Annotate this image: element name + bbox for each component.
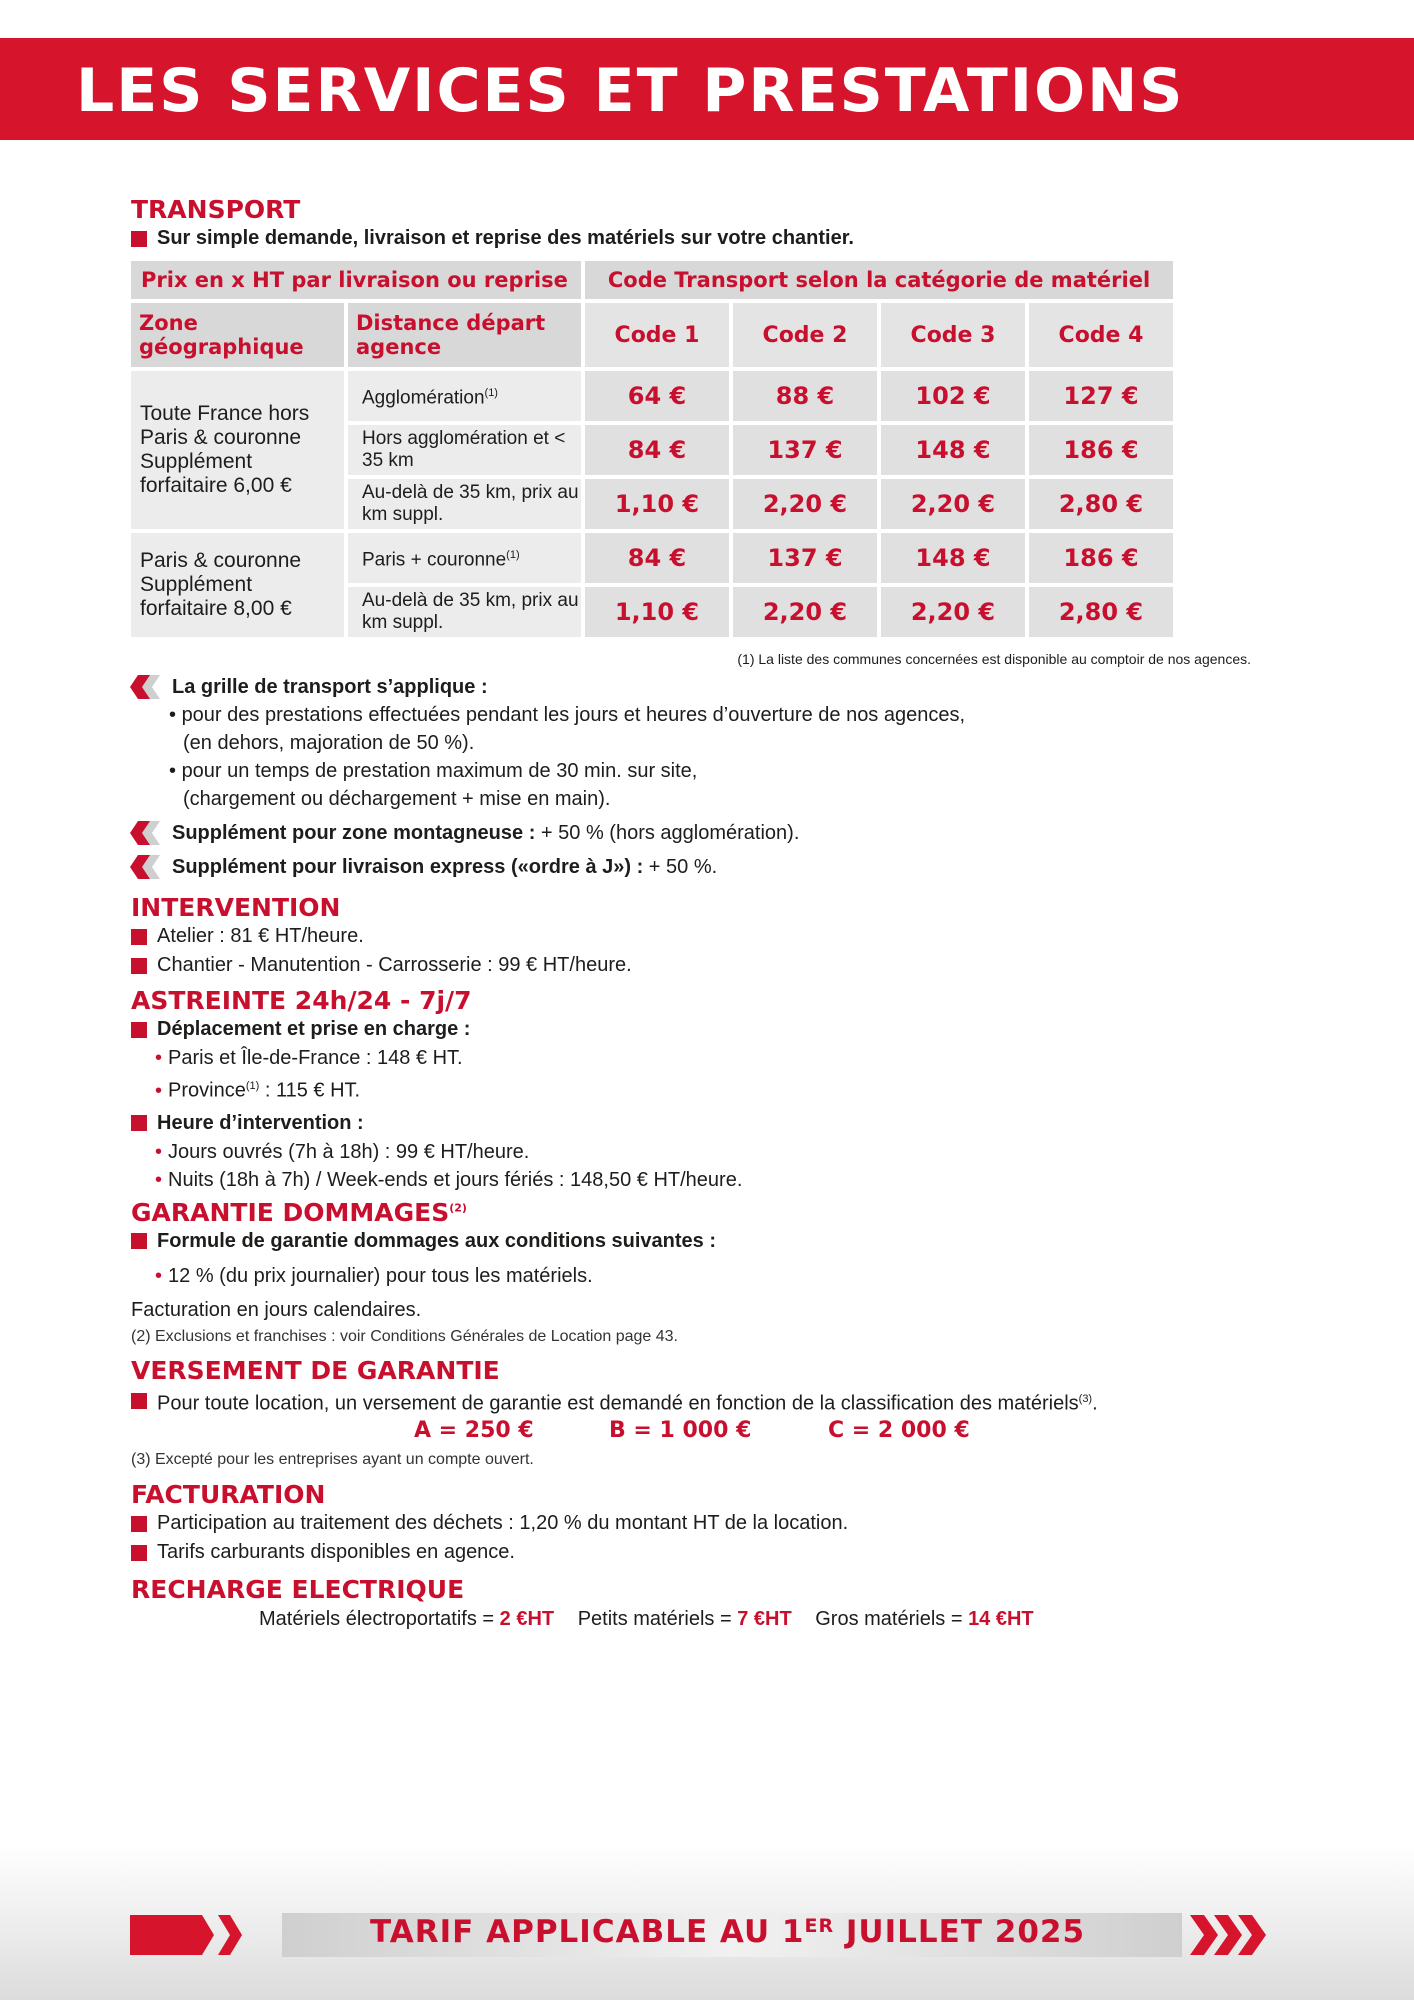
table-head-right: Code Transport selon la catégorie de matériel — [585, 261, 1173, 299]
class-c: C = 2 000 € — [828, 1418, 970, 1444]
list-item: (en dehors, majoration de 50 %). — [183, 732, 475, 754]
square-bullet-icon — [131, 1115, 147, 1131]
chevron-icon — [128, 853, 162, 881]
list-item: (chargement ou déchargement + mise en main). — [183, 788, 611, 810]
price-cell: 1,10 € — [585, 587, 729, 637]
distance-cell: Au-delà de 35 km, prix au km suppl. — [348, 479, 581, 529]
square-bullet-icon — [131, 929, 147, 945]
square-bullet-icon — [131, 1545, 147, 1561]
transport-table — [127, 257, 1177, 641]
header-band — [0, 38, 1414, 140]
list-item: Participation au traitement des déchets : 1,20 % du montant HT de la location. — [131, 1509, 1261, 1538]
list-item: • Nuits (18h à 7h) / Week-ends et jours fériés : 148,50 € HT/heure. — [155, 1168, 743, 1191]
col-code-4: Code 4 — [1029, 303, 1173, 367]
price-cell: 2,20 € — [881, 479, 1025, 529]
section-title-intervention: INTERVENTION — [131, 893, 341, 922]
square-bullet-icon — [131, 1516, 147, 1532]
distance-cell: Hors agglomération et < 35 km — [348, 425, 581, 475]
grille-heading: La grille de transport s’applique : — [131, 673, 1261, 701]
price-cell: 2,20 € — [733, 587, 877, 637]
page-title: LES SERVICES ET PRESTATIONS — [76, 56, 1185, 126]
table-row — [131, 533, 1173, 583]
recharge-prices: Matériels électroportatifs = 2 €HT Petits matériels = 7 €HT Gros matériels = 14 €HT — [259, 1608, 1034, 1631]
chevron-icon — [128, 819, 162, 847]
price-cell: 137 € — [733, 533, 877, 583]
footer-tarif-text: TARIF APPLICABLE AU 1ER JUILLET 2025 — [370, 1914, 1086, 1950]
col-distance-header: Distance départ agence — [348, 303, 581, 367]
col-code-2: Code 2 — [733, 303, 877, 367]
distance-cell: Agglomération$^{(1)}$ — [348, 371, 581, 421]
zone-cell: Toute France hors Paris & couronne Supplément forfaitaire 6,00 € — [131, 371, 344, 529]
footer-right-chevrons-icon — [1190, 1911, 1290, 1959]
square-bullet-icon — [131, 1022, 147, 1038]
versement-classes — [131, 1418, 1261, 1448]
price-cell: 2,20 € — [881, 587, 1025, 637]
col-code-3: Code 3 — [881, 303, 1025, 367]
formule-heading: Formule de garantie dommages aux conditions suivantes : — [131, 1227, 1261, 1256]
price-cell: 186 € — [1029, 533, 1173, 583]
versement-text: Pour toute location, un versement de garantie est demandé en fonction de la classification des matériels$^{(3)}$. — [131, 1385, 1261, 1419]
section-title-astreinte: ASTREINTE 24h/24 - 7j/7 — [131, 986, 472, 1015]
square-bullet-icon — [131, 231, 147, 247]
heure-heading: Heure d’intervention : — [131, 1109, 1261, 1138]
square-bullet-icon — [131, 958, 147, 974]
table-row — [131, 371, 1173, 421]
zone-cell: Paris & couronne Supplément forfaitaire 8,00 € — [131, 533, 344, 637]
footnote-2: (2) Exclusions et franchises : voir Conditions Générales de Location page 43. — [131, 1327, 678, 1345]
section-title-garantie: GARANTIE DOMMAGES$^{(2)}$ — [131, 1197, 467, 1227]
section-title-transport: TRANSPORT — [131, 195, 301, 224]
section-title-versement: VERSEMENT DE GARANTIE — [131, 1355, 500, 1385]
price-cell: 137 € — [733, 425, 877, 475]
list-item: Chantier - Manutention - Carrosserie : 99 € HT/heure. — [131, 951, 1261, 980]
transport-intro: Sur simple demande, livraison et reprise des matériels sur votre chantier. — [131, 224, 1261, 253]
chevron-icon — [128, 673, 162, 701]
price-cell: 2,80 € — [1029, 587, 1173, 637]
class-b: B = 1 000 € — [609, 1418, 752, 1444]
list-item: • pour un temps de prestation maximum de 30 min. sur site, — [169, 760, 698, 782]
express-line: Supplément pour livraison express («ordre à J») : + 50 %. — [131, 853, 1261, 881]
price-cell: 84 € — [585, 533, 729, 583]
list-item: • Province$^{(1)}$ : 115 € HT. — [155, 1079, 361, 1102]
square-bullet-icon — [131, 1393, 147, 1409]
distance-cell: Au-delà de 35 km, prix au km suppl. — [348, 587, 581, 637]
table-head-left: Prix en x HT par livraison ou reprise — [131, 261, 581, 299]
price-cell: 64 € — [585, 371, 729, 421]
price-cell: 148 € — [881, 533, 1025, 583]
distance-cell: Paris + couronne$^{(1)}$ — [348, 533, 581, 583]
deplacement-heading: Déplacement et prise en charge : — [131, 1015, 1261, 1044]
list-item: Tarifs carburants disponibles en agence. — [131, 1538, 1261, 1567]
list-item: Atelier : 81 € HT/heure. — [131, 922, 1261, 951]
col-zone-header: Zone géographique — [131, 303, 344, 367]
price-cell: 2,20 € — [733, 479, 877, 529]
price-cell: 1,10 € — [585, 479, 729, 529]
section-title-facturation: FACTURATION — [131, 1480, 326, 1510]
list-item: • 12 % (du prix journalier) pour tous les matériels. — [155, 1264, 593, 1287]
table-footnote: (1) La liste des communes concernées est disponible au comptoir de nos agences. — [737, 651, 1251, 667]
section-title-recharge: RECHARGE ELECTRIQUE — [131, 1575, 465, 1605]
col-code-1: Code 1 — [585, 303, 729, 367]
price-cell: 102 € — [881, 371, 1025, 421]
price-cell: 186 € — [1029, 425, 1173, 475]
price-cell: 127 € — [1029, 371, 1173, 421]
footer-left-arrow-icon — [130, 1911, 250, 1959]
price-cell: 84 € — [585, 425, 729, 475]
list-item: • Jours ouvrés (7h à 18h) : 99 € HT/heure. — [155, 1140, 530, 1163]
list-item: • Paris et Île-de-France : 148 € HT. — [155, 1047, 463, 1069]
footnote-3: (3) Excepté pour les entreprises ayant un compte ouvert. — [131, 1451, 534, 1469]
price-cell: 2,80 € — [1029, 479, 1173, 529]
class-a: A = 250 € — [414, 1418, 534, 1444]
facturation-note: Facturation en jours calendaires. — [131, 1298, 422, 1321]
square-bullet-icon — [131, 1233, 147, 1249]
price-cell: 148 € — [881, 425, 1025, 475]
montagne-line: Supplément pour zone montagneuse : + 50 % (hors agglomération). — [131, 819, 1261, 847]
price-cell: 88 € — [733, 371, 877, 421]
list-item: • pour des prestations effectuées pendant les jours et heures d’ouverture de nos agences, — [169, 704, 966, 726]
main-content — [131, 195, 1261, 1634]
